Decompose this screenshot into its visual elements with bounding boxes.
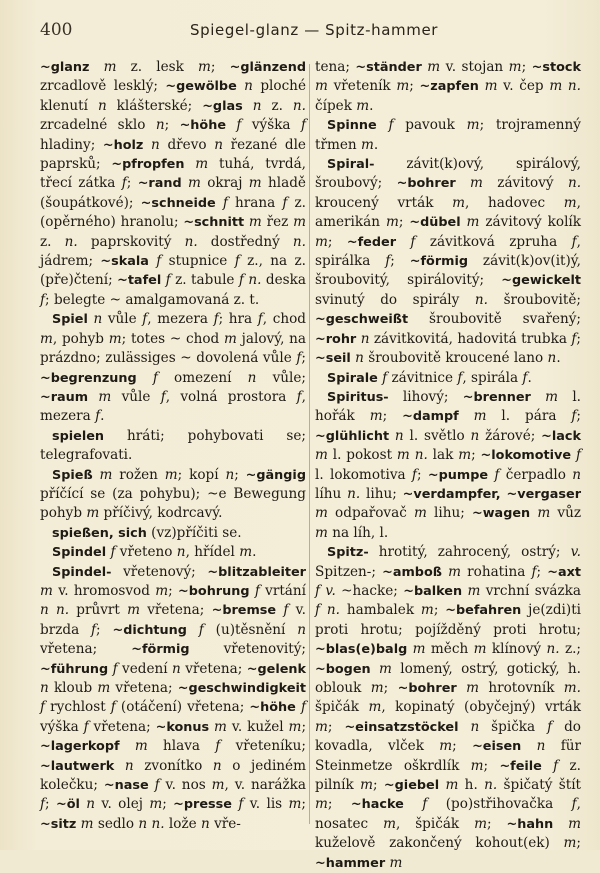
page-header [0, 20, 600, 44]
left-column [40, 58, 306, 834]
right-column [315, 58, 581, 873]
dictionary-entry: Spindel f vřeteno n, hřídel m. [52, 544, 257, 561]
dictionary-entry: Spindel- vřetenový; ~blitzableiter m v. hromosvod m; ~bohrung f vrtání n n. průvrt m vřetena; ~bremse f v. brzda f; ~dichtung f (u)těsnění n vřetena; ~förmig vřetenovitý; ~führung f vedení n vřetena; ~gelenk n kloub m vřetena; ~geschwindigkeit f rychlost f (otáčení) vřetena; ~höhe f výška f vřetena; ~konus m v. kužel m; ~lagerkopf m hlava f vřeteníku; ~lautwerk n zvonítko n o jediném kolečku; ~nase f v. nos m, v. narážka f; ~öl n v. olej m; ~presse f v. lis m; ~sitz m sedlo n n. lože n vře- [40, 563, 307, 832]
column-divider [309, 64, 310, 824]
dictionary-entry: ~glanz m z. lesk m; ~glänzend zrcadlově lesklý; ~gewölbe n ploché klenutí n klášterské; ~glas n z. n. zrcadelné sklo n; ~höhe f výška f hladiny; ~holz n dřevo n řezané dle paprsků; ~pfropfen m tuhá, tvrdá, třecí zátka f; ~rand m okraj m hladě (šoupátkové); ~schneide f hrana f z. (opěrného) hranolu; ~schnitt m řez m z. n. paprskovitý n. dostředný n. jádrem; ~skala f stupnice f z., na z. (pře)čtení; ~tafel f z. tabule f n. deska f; belegte ~ amalgamovaná z. t. [40, 59, 307, 308]
dictionary-entry: Spitz- hrotitý, zahrocený, ostrý; v. Spitzen-; ~amboß m rohatina f; ~axt f v. ~hacke; ~balken m vrchní svázka f n. hambalek m; ~befahren je(zdi)ti proti hrotu; pojížděný proti hrotu; ~blas(e)balg m měch m klínový n. z.; ~bogen m lomený, ostrý, gotický, h. oblouk m; ~bohrer m hrotovník m. špičák m, kopinatý (obyčejný) vrták m; ~einsatzstöckel n špička f do kovadla, vlček m; ~eisen n für Steinmetze oškrdlík m; ~feile f z. pilník m; ~giebel m h. n. špičatý štít m; ~hacke f (po)střihovačka f, nosatec m, špičák m; ~hahn m kuželově zakončený kohout(ek) m; ~hammer m [315, 544, 582, 871]
running-head: Spiegel-glanz — Spitz-hammer [190, 21, 439, 39]
dictionary-entry: Spiel n vůle f, mezera f; hra f, chod m, pohyb m; totes ~ chod m jalový, na prázdno; zulässiges ~ dovolená vůle f; ~begrenzung f omezení n vůle; ~raum m vůle f, volná prostora f, mezera f. [40, 311, 306, 425]
dictionary-entry: tena; ~ständer m v. stojan m; ~stock m vřeteník m; ~zapfen m v. čep m n. čípek m. [315, 59, 581, 114]
dictionary-entry: Spieß m rožen m; kopí n; ~gängig příčící se (za pohybu); ~e Bewegung pohyb m příčivý, kodrcavý. [40, 466, 306, 522]
dictionary-entry: Spirale f závitnice f, spirála f. [327, 369, 532, 386]
dictionary-entry: Spiritus- lihový; ~brenner m l. hořák m; ~dampf m l. pára f; ~glühlicht n l. světlo n žárové; ~lack m l. pokost m n. lak m; ~lokomotive f l. lokomotiva f; ~pumpe f čerpadlo n líhu n. lihu; ~verdampfer, ~vergaser m odpařovač m lihu; ~wagen m vůz m na líh, l. [315, 388, 582, 541]
dictionary-entry: Spinne f pavouk m; trojramenný třmen m. [315, 117, 581, 153]
dictionary-entry: spielen hráti; pohybovati se; telegrafovati. [40, 427, 306, 464]
dictionary-entry: Spiral- závit(k)ový, spirálový, šroubový; ~bohrer m závitový n. kroucený vrták m, hadovec m, amerikán m; ~dübel m závitový kolík m; ~feder f závitková zpruha f, spirálka f; ~förmig závit(k)ov(it)ý, šroubovitý, spirálovitý; ~gewickelt svinutý do spirály n. šroubovitě; ~geschweißt šroubovitě svařený; ~rohr n závitkovitá, hadovitá trubka f; ~seil n šroubovitě kroucené lano n. [315, 156, 582, 367]
page-number: 400 [40, 20, 73, 40]
dictionary-entry: spießen, sich (vz)příčiti se. [52, 524, 242, 541]
